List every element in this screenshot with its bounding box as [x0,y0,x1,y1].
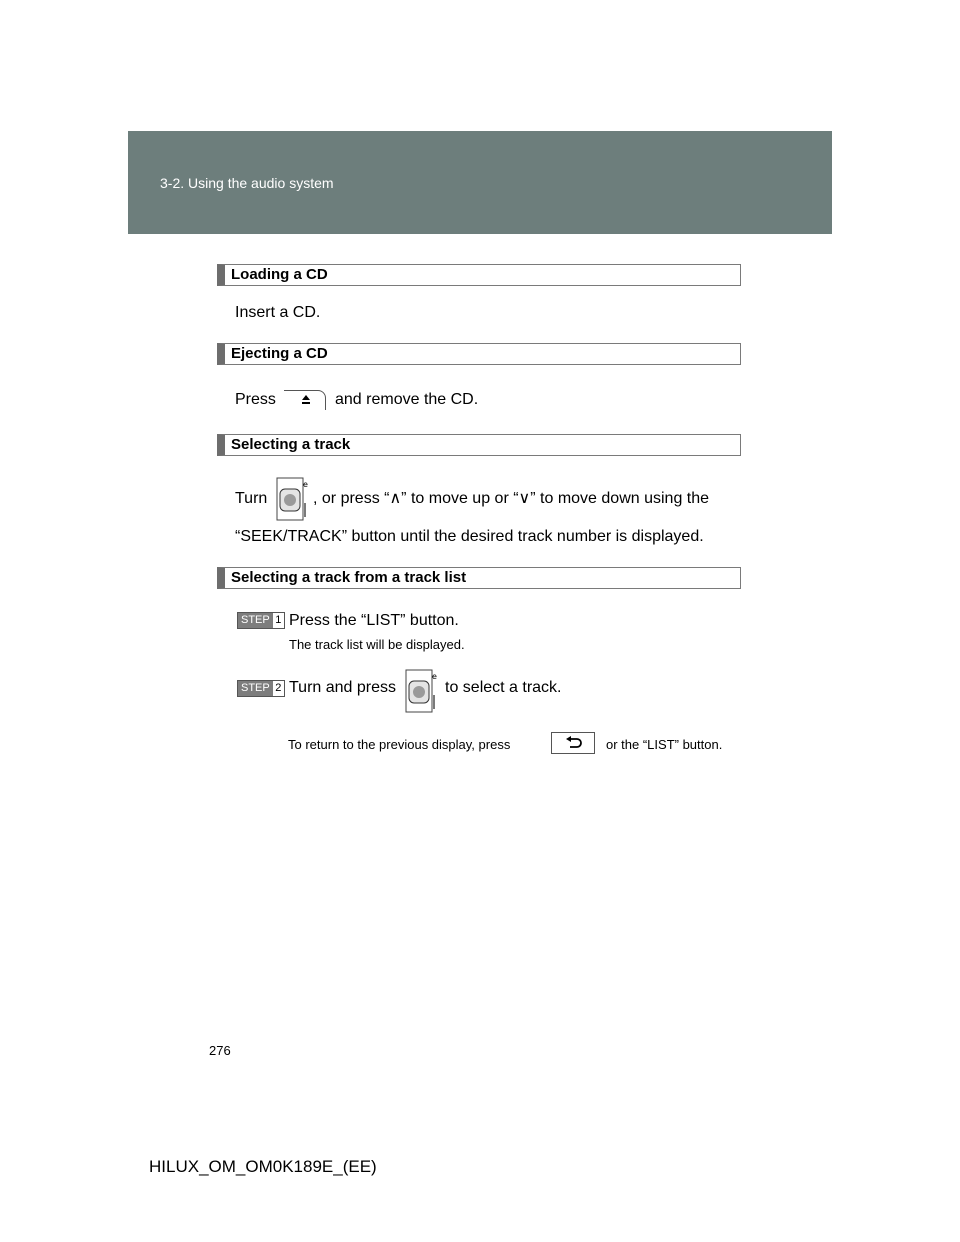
back-arrow-icon [551,732,595,754]
eject-after-text: and remove the CD. [335,391,479,408]
return-text-before: To return to the previous display, press [288,737,511,752]
select-turn-text: Turn [235,490,268,507]
select-line2-text: “SEEK/TRACK” button until the desired track number is displayed. [235,528,704,545]
header-band [128,131,832,234]
select-line1-text: , or press “∧” to move up or “∨” to move down using the [313,490,710,507]
step-1-note: The track list will be displayed. [289,637,465,652]
heading-ejecting-cd: Ejecting a CD [217,343,741,365]
heading-loading-cd: Loading a CD [217,264,741,286]
page-number: 276 [209,1043,231,1058]
tune-knob-icon [404,669,438,713]
step-2-text-before: Turn and press [289,679,397,696]
loading-text: Insert a CD. [235,304,321,321]
step-2-text-after: to select a track. [445,679,562,696]
tune-knob-icon [275,477,309,521]
step-1-text: Press the “LIST” button. [289,612,459,629]
eject-press-text: Press [235,391,276,408]
step-1-badge: STEP 1 [237,612,285,629]
document-code: HILUX_OM_OM0K189E_(EE) [149,1157,377,1176]
step-2-badge: STEP 2 [237,680,285,697]
heading-track-list: Selecting a track from a track list [217,567,741,589]
heading-selecting-track: Selecting a track [217,434,741,456]
svg-text:e: e [303,480,308,489]
return-text-after: or the “LIST” button. [606,737,723,752]
eject-icon [284,390,326,410]
svg-text:e: e [432,672,437,681]
section-breadcrumb: 3-2. Using the audio system [160,175,334,191]
